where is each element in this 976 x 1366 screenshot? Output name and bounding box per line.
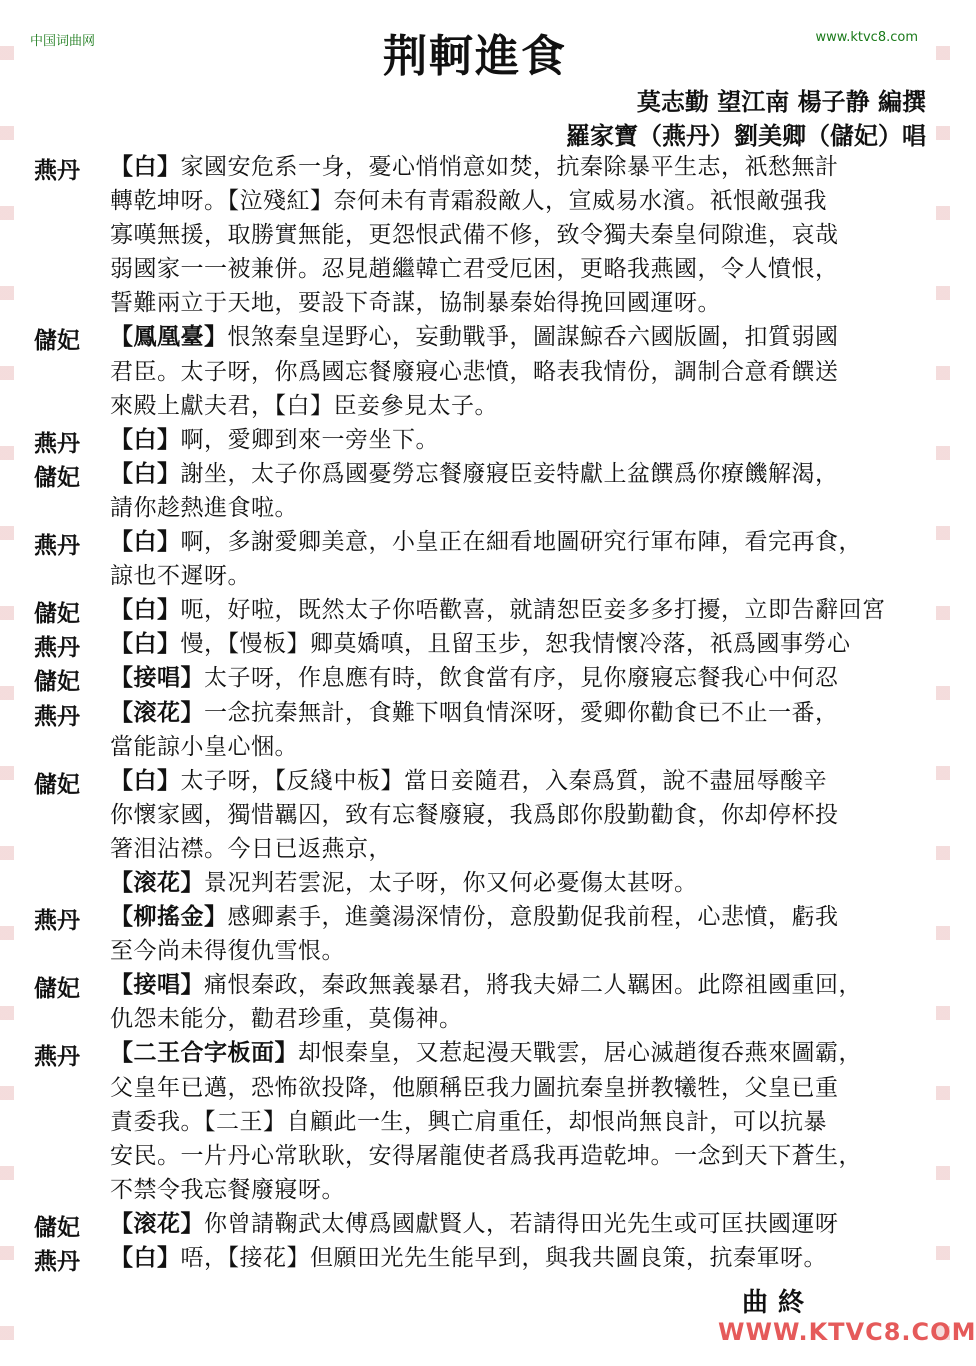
lyric-line bbox=[0, 832, 950, 866]
lyric-text bbox=[110, 527, 862, 557]
tune-tag: 【滚花】 bbox=[110, 1209, 204, 1237]
lyric-line bbox=[0, 491, 950, 525]
lyric-text bbox=[110, 732, 298, 762]
lyric-text bbox=[110, 1243, 827, 1273]
lyric-line bbox=[0, 900, 950, 934]
lyric-line bbox=[0, 968, 950, 1002]
lyric-text bbox=[110, 902, 839, 932]
speaker-name: 燕丹 bbox=[34, 532, 80, 560]
lyric-body-text: 請你趁熱進食啦。 bbox=[110, 494, 298, 521]
credit-singers: 羅家寶（燕丹）劉美卿（儲妃）唱 bbox=[566, 121, 926, 150]
speaker-name: 燕丹 bbox=[34, 1248, 80, 1275]
tune-tag: 【白】 bbox=[110, 425, 181, 453]
lyric-text bbox=[110, 357, 839, 387]
lyric-text bbox=[110, 1209, 839, 1239]
lyric-line bbox=[0, 1002, 950, 1036]
speaker-name: 儲妃 bbox=[34, 327, 80, 355]
lyric-text bbox=[110, 970, 862, 1000]
lyric-body-text: 君臣。太子呀，你爲國忘餐廢寢心悲憤，略表我情份，調制合意肴饌送 bbox=[110, 358, 839, 385]
lyric-body-text: 來殿上獻夫君，【白】臣妾參見太子。 bbox=[110, 392, 498, 419]
speaker-name: 燕丹 bbox=[34, 157, 80, 184]
lyric-line bbox=[0, 661, 950, 695]
lyric-line bbox=[0, 1036, 950, 1070]
lyric-text bbox=[110, 459, 839, 489]
lyric-line bbox=[0, 252, 950, 286]
lyric-line bbox=[0, 1071, 950, 1105]
lyrics-body bbox=[0, 150, 950, 1275]
lyric-text bbox=[110, 425, 439, 455]
lyric-line bbox=[0, 764, 950, 798]
speaker-name: 儲妃 bbox=[34, 463, 80, 491]
lyric-body-text: 父皇年已邁，恐怖欲投降，他願稱臣我力圖抗秦皇拼教犧牲，父皇已重 bbox=[110, 1074, 839, 1101]
lyric-line bbox=[0, 525, 950, 559]
speaker-name: 燕丹 bbox=[34, 429, 80, 457]
lyric-body-text: 你曾請鞠武太傅爲國獻賢人，若請得田光先生或可匡扶國運呀 bbox=[204, 1210, 839, 1237]
speaker-name: 儲妃 bbox=[34, 975, 80, 1003]
tune-tag: 【接唱】 bbox=[110, 971, 204, 999]
tune-tag: 【白】 bbox=[110, 766, 181, 794]
lyric-body-text: 諒也不遲呀。 bbox=[110, 563, 251, 590]
tune-tag: 【白】 bbox=[110, 153, 181, 180]
lyric-text bbox=[110, 254, 839, 284]
lyric-text bbox=[110, 595, 886, 625]
lyric-text bbox=[110, 322, 839, 352]
lyric-body-text: 恨煞秦皇逞野心，妄動戰爭，圖謀鯨呑六國版圖，扣質弱國 bbox=[227, 324, 839, 351]
tune-tag: 【白】 bbox=[110, 596, 181, 624]
lyric-body-text: 啊，愛卿到來一旁坐下。 bbox=[180, 426, 439, 453]
lyric-text bbox=[110, 1073, 839, 1103]
lyric-body-text: 箸泪沾襟。今日已返燕京， bbox=[110, 835, 392, 862]
lyric-body-text: 太子呀，【反綫中板】當日妾隨君，入秦爲質，說不盡屈辱酸辛 bbox=[180, 767, 827, 794]
lyric-body-text: 感卿素手，進羹湯深情份，意殷勤促我前程，心悲憤，虧我 bbox=[227, 904, 839, 931]
lyric-line bbox=[0, 355, 950, 389]
lyric-body-text: 却恨秦皇，又惹起漫天戰雲，居心滅趙復呑燕來圖霸， bbox=[298, 1040, 862, 1067]
lyric-line bbox=[0, 1207, 950, 1241]
lyric-body-text: 誓難兩立于天地，要設下奇謀，協制暴秦始得挽回國運呀。 bbox=[110, 290, 721, 317]
lyric-text bbox=[110, 186, 827, 216]
tune-tag: 【白】 bbox=[110, 1244, 181, 1271]
speaker-name: 燕丹 bbox=[34, 1043, 80, 1071]
lyric-line bbox=[0, 320, 950, 354]
lyric-text bbox=[110, 698, 839, 728]
speaker-name: 儲妃 bbox=[34, 600, 80, 628]
lyric-text bbox=[110, 493, 298, 523]
lyric-text bbox=[110, 629, 851, 659]
lyric-text bbox=[110, 766, 827, 796]
lyric-body-text: 安民。一片丹心常耿耿，安得屠龍使者爲我再造乾坤。一念到天下蒼生， bbox=[110, 1142, 862, 1169]
end-mark: 曲終 bbox=[742, 1288, 815, 1318]
speaker-name: 燕丹 bbox=[34, 702, 80, 730]
lyric-body-text: 謝坐，太子你爲國憂勞忘餐廢寢臣妾特獻上盆饌爲你療饑解渴， bbox=[180, 460, 839, 487]
lyric-text bbox=[110, 834, 392, 864]
lyric-line bbox=[0, 457, 950, 491]
lyric-body-text: 家國安危系一身，憂心悄悄意如焚，抗秦除暴平生志，祇愁無計 bbox=[180, 154, 839, 180]
watermark-url: WWW.KTVC8.COM bbox=[718, 1318, 976, 1346]
page-title: 荆軻進食 bbox=[383, 31, 567, 82]
lyric-line bbox=[0, 559, 950, 593]
tune-tag: 【二王合字板面】 bbox=[110, 1039, 298, 1067]
lyric-body-text: 寡嘆無援，取勝實無能，更怨恨武備不修，致令獨夫秦皇伺隙進，哀哉 bbox=[110, 222, 839, 249]
lyric-body-text: 太子呀，作息應有時，飲食當有序，見你廢寢忘餐我心中何忍 bbox=[204, 665, 839, 692]
lyric-text bbox=[110, 220, 839, 250]
lyric-text bbox=[110, 1004, 463, 1034]
lyric-line bbox=[0, 730, 950, 764]
lyric-line bbox=[0, 866, 950, 900]
lyric-line bbox=[0, 593, 950, 627]
lyric-text bbox=[110, 1107, 827, 1137]
lyric-text bbox=[110, 561, 251, 591]
lyric-line bbox=[0, 798, 950, 832]
lyric-line bbox=[0, 1105, 950, 1139]
lyric-line bbox=[0, 696, 950, 730]
credit-authors: 莫志勤 望江南 楊子静 編撰 bbox=[636, 87, 926, 116]
speaker-name: 燕丹 bbox=[34, 907, 80, 935]
lyric-body-text: 轉乾坤呀。【泣殘紅】奈何未有青霜殺敵人，宣威易水濱。祇恨敵强我 bbox=[110, 188, 827, 215]
lyric-line bbox=[0, 218, 950, 252]
site-url-label: www.ktvc8.com bbox=[815, 30, 918, 45]
lyric-text bbox=[110, 1038, 862, 1068]
lyric-body-text: 仇怨未能分，勸君珍重，莫傷神。 bbox=[110, 1006, 463, 1033]
lyric-body-text: 你懷家國，獨惜羈囚，致有忘餐廢寢，我爲郎你殷勤勸食，你却停杯投 bbox=[110, 801, 839, 828]
lyric-body-text: 一念抗秦無計，食難下咽負情深呀，愛卿你勸食已不止一番， bbox=[204, 699, 839, 726]
lyric-text bbox=[110, 868, 698, 898]
lyric-body-text: 啊，多謝愛卿美意，小皇正在細看地圖研究行軍布陣，看完再食， bbox=[180, 529, 862, 556]
lyric-body-text: 唔，【接花】但願田光先生能早到，與我共圖良策，抗秦軍呀。 bbox=[180, 1245, 827, 1271]
lyric-text bbox=[110, 1175, 345, 1205]
site-name-label: 中国词曲网 bbox=[30, 34, 96, 49]
tune-tag: 【接唱】 bbox=[110, 664, 204, 692]
lyric-text bbox=[110, 800, 839, 830]
tune-tag: 【滚花】 bbox=[110, 868, 204, 896]
lyric-body-text: 景况判若雲泥，太子呀，你又何必憂傷太甚呀。 bbox=[204, 869, 698, 896]
lyric-body-text: 不禁令我忘餐廢寢呀。 bbox=[110, 1176, 345, 1203]
lyric-text bbox=[110, 288, 721, 318]
tune-tag: 【柳搖金】 bbox=[110, 903, 228, 931]
lyric-line bbox=[0, 1139, 950, 1173]
lyric-body-text: 呃，好啦，既然太子你唔歡喜，就請恕臣妾多多打擾，立即告辭回宮 bbox=[180, 597, 886, 624]
lyric-body-text: 慢，【慢板】卿莫嬌嗔，且留玉步，恕我情懷冷落，祇爲國事勞心 bbox=[180, 631, 851, 658]
lyric-line bbox=[0, 423, 950, 457]
tune-tag: 【鳳凰臺】 bbox=[110, 323, 228, 351]
lyric-body-text: 責委我。【二王】自顧此一生，興亡肩重任，却恨尚無良計，可以抗暴 bbox=[110, 1108, 827, 1135]
lyric-body-text: 至今尚未得復仇雪恨。 bbox=[110, 938, 345, 965]
lyric-line bbox=[0, 184, 950, 218]
lyric-text bbox=[110, 391, 498, 421]
lyric-body-text: 弱國家一一被兼併。忍見趙繼韓亡君受厄困，更略我燕國，令人憤恨， bbox=[110, 256, 839, 283]
speaker-name: 儲妃 bbox=[34, 770, 80, 798]
lyric-line bbox=[0, 286, 950, 320]
lyric-body-text: 痛恨秦政，秦政無義暴君，將我夫婦二人羈困。此際祖國重回， bbox=[204, 972, 862, 999]
lyric-line bbox=[0, 627, 950, 661]
lyric-line bbox=[0, 1241, 950, 1275]
tune-tag: 【白】 bbox=[110, 528, 181, 556]
lyric-body-text: 當能諒小皇心悃。 bbox=[110, 733, 298, 760]
speaker-name: 儲妃 bbox=[34, 668, 80, 696]
speaker-name: 燕丹 bbox=[34, 634, 80, 662]
lyric-line bbox=[0, 150, 950, 184]
lyric-line bbox=[0, 1173, 950, 1207]
speaker-name: 儲妃 bbox=[34, 1213, 80, 1241]
tune-tag: 【滚花】 bbox=[110, 698, 204, 726]
lyric-text bbox=[110, 936, 345, 966]
lyric-line bbox=[0, 934, 950, 968]
lyric-text bbox=[110, 152, 839, 182]
lyric-text bbox=[110, 1141, 862, 1171]
tune-tag: 【白】 bbox=[110, 630, 181, 658]
lyric-line bbox=[0, 389, 950, 423]
lyric-text bbox=[110, 663, 839, 693]
tune-tag: 【白】 bbox=[110, 459, 181, 487]
